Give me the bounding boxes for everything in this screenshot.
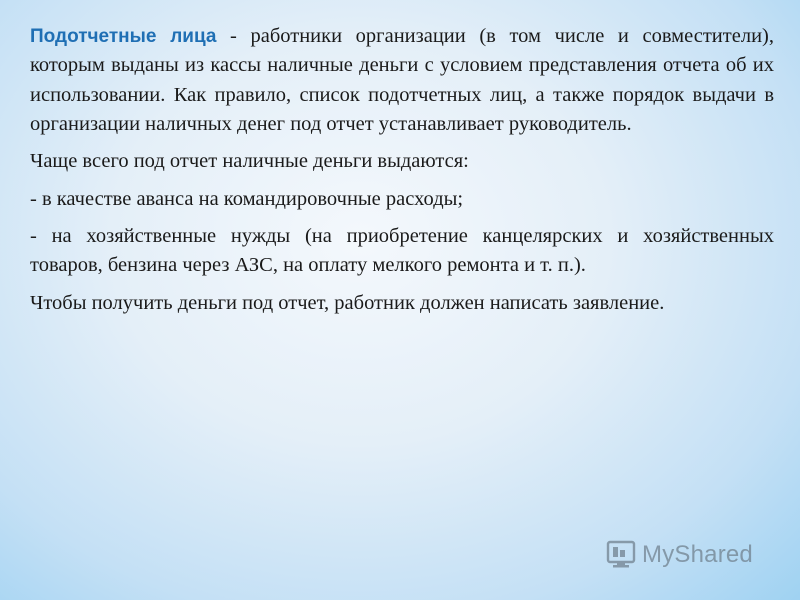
list-marker: - — [30, 187, 37, 210]
watermark-text: MyShared — [642, 541, 753, 568]
definition-paragraph — [30, 22, 774, 139]
list-marker: - — [30, 224, 37, 247]
list-item — [30, 222, 774, 281]
closing-paragraph: Чтобы получить деньги под отчет, работник должен написать заявление. — [30, 291, 665, 314]
list-item-text: на хозяйственные нужды (на приобретение канцелярских и хозяйственных товаров, бензина через АЗС, на оплату мелкого ремонта и т. п.). — [30, 224, 774, 277]
slide-text-body — [30, 22, 774, 326]
myshared-watermark — [606, 538, 776, 572]
myshared-logo-icon — [606, 540, 636, 570]
definition-text: - работники организации (в том числе и совместители), которым выданы из кассы наличные деньги с условием представления отчета об их использовании. Как правило, список подотчетных лиц, а также порядок выдачи в организации наличных денег под отчет устанавливает руководитель. — [30, 25, 774, 135]
list-item — [30, 185, 774, 214]
intro-paragraph: Чаще всего под отчет наличные деньги выдаются: — [30, 150, 469, 173]
definition-term: Подотчетные лица — [30, 26, 217, 47]
list-item-text: в качестве аванса на командировочные расходы; — [41, 187, 464, 210]
